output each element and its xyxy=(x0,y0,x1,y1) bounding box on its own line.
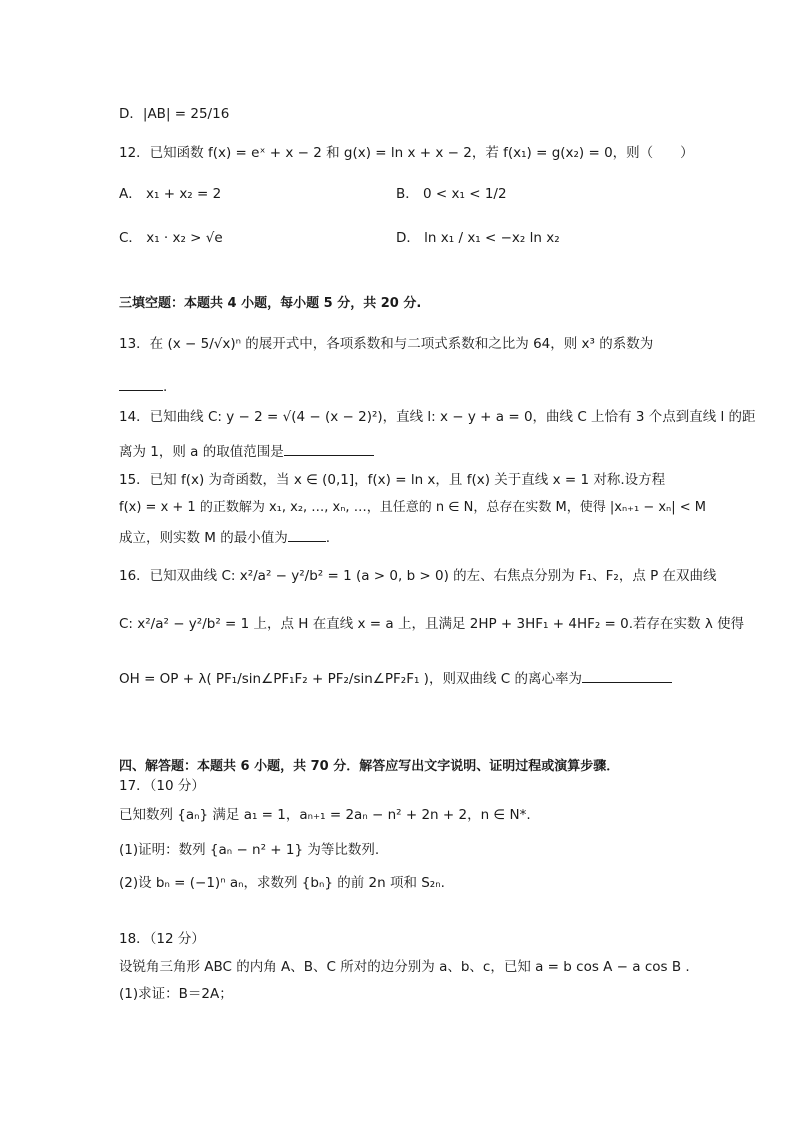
q18-heading: 18．（12 分） xyxy=(119,931,205,947)
q15-line-2: f(x) = x + 1 的正数解为 x₁, x₂, …, xₙ, …，且任意的 n ∈ N，总存在实数 M，使得 |xₙ₊₁ − xₙ| < M xyxy=(119,500,706,515)
q12-option-a: A． x₁ + x₂ = 2 xyxy=(119,186,222,202)
q12-option-c: C． x₁ · x₂ > √e xyxy=(119,230,223,246)
q16-answer-blank xyxy=(582,668,672,683)
q13-answer-line xyxy=(119,376,167,397)
q17-part-1: (1)证明：数列 {aₙ − n² + 1} 为等比数列. xyxy=(119,842,380,858)
q12-stem: 12．已知函数 f(x) = eˣ + x − 2 和 g(x) = ln x + x − 2，若 f(x₁) = g(x₂) = 0，则（ ） xyxy=(119,145,694,161)
q13-answer-blank xyxy=(119,376,163,391)
q18-stem: 设锐角三角形 ABC 的内角 A、B、C 所对的边分别为 a、b、c，已知 a = b cos A − a cos B . xyxy=(119,959,690,975)
q18-part-1: (1)求证：B＝2A； xyxy=(119,986,233,1002)
q17-stem: 已知数列 {aₙ} 满足 a₁ = 1，aₙ₊₁ = 2aₙ − n² + 2n + 2，n ∈ N*. xyxy=(119,807,531,823)
q15-answer-blank xyxy=(288,527,326,542)
q12-option-d: D． ln x₁ / x₁ < −x₂ ln x₂ xyxy=(396,230,560,246)
q11-option-d: D．|AB| = 25/16 xyxy=(119,106,230,122)
q14-answer-blank xyxy=(284,441,374,456)
q15-line-3: 成立，则实数 M 的最小值为 . xyxy=(119,527,330,548)
q14-line-2-text: 离为 1，则 a 的取值范围是 xyxy=(119,444,284,460)
q15-line-1: 15．已知 f(x) 为奇函数，当 x ∈ (0,1]，f(x) = ln x，且 f(x) 关于直线 x = 1 对称.设方程 xyxy=(119,472,666,488)
q13-stem: 13．在 (x − 5/√x)ⁿ 的展开式中，各项系数和与二项式系数和之比为 64，则 x³ 的系数为 xyxy=(119,336,654,352)
q16-line-1: 16．已知双曲线 C: x²/a² − y²/b² = 1 (a > 0, b > 0) 的左、右焦点分别为 F₁、F₂，点 P 在双曲线 xyxy=(119,568,717,584)
section-3-title: 三填空题：本题共 4 小题，每小题 5 分，共 20 分. xyxy=(119,296,422,311)
q17-heading: 17．（10 分） xyxy=(119,778,205,794)
q12-option-b: B． 0 < x₁ < 1/2 xyxy=(396,186,507,202)
section-4-title: 四、解答题：本题共 6 小题，共 70 分．解答应写出文字说明、证明过程或演算步骤． xyxy=(119,759,620,774)
q16-line-2: C: x²/a² − y²/b² = 1 上，点 H 在直线 x = a 上，且满足 2HP + 3HF₁ + 4HF₂ = 0.若存在实数 λ 使得 xyxy=(119,616,745,632)
q15-line-3-text: 成立，则实数 M 的最小值为 xyxy=(119,530,288,546)
q16-line-3 xyxy=(119,668,672,689)
q16-line-3-text: OH = OP + λ( PF₁/sin∠PF₁F₂ + PF₂/sin∠PF₂F₁ )，则双曲线 C 的离心率为 xyxy=(119,671,582,687)
q14-line-2 xyxy=(119,441,374,462)
q17-part-2: (2)设 bₙ = (−1)ⁿ aₙ，求数列 {bₙ} 的前 2n 项和 S₂ₙ. xyxy=(119,875,445,891)
q13-tail: . xyxy=(163,379,168,395)
q14-line-1: 14．已知曲线 C: y − 2 = √(4 − (x − 2)²)，直线 l: x − y + a = 0，曲线 C 上恰有 3 个点到直线 l 的距 xyxy=(119,409,756,425)
